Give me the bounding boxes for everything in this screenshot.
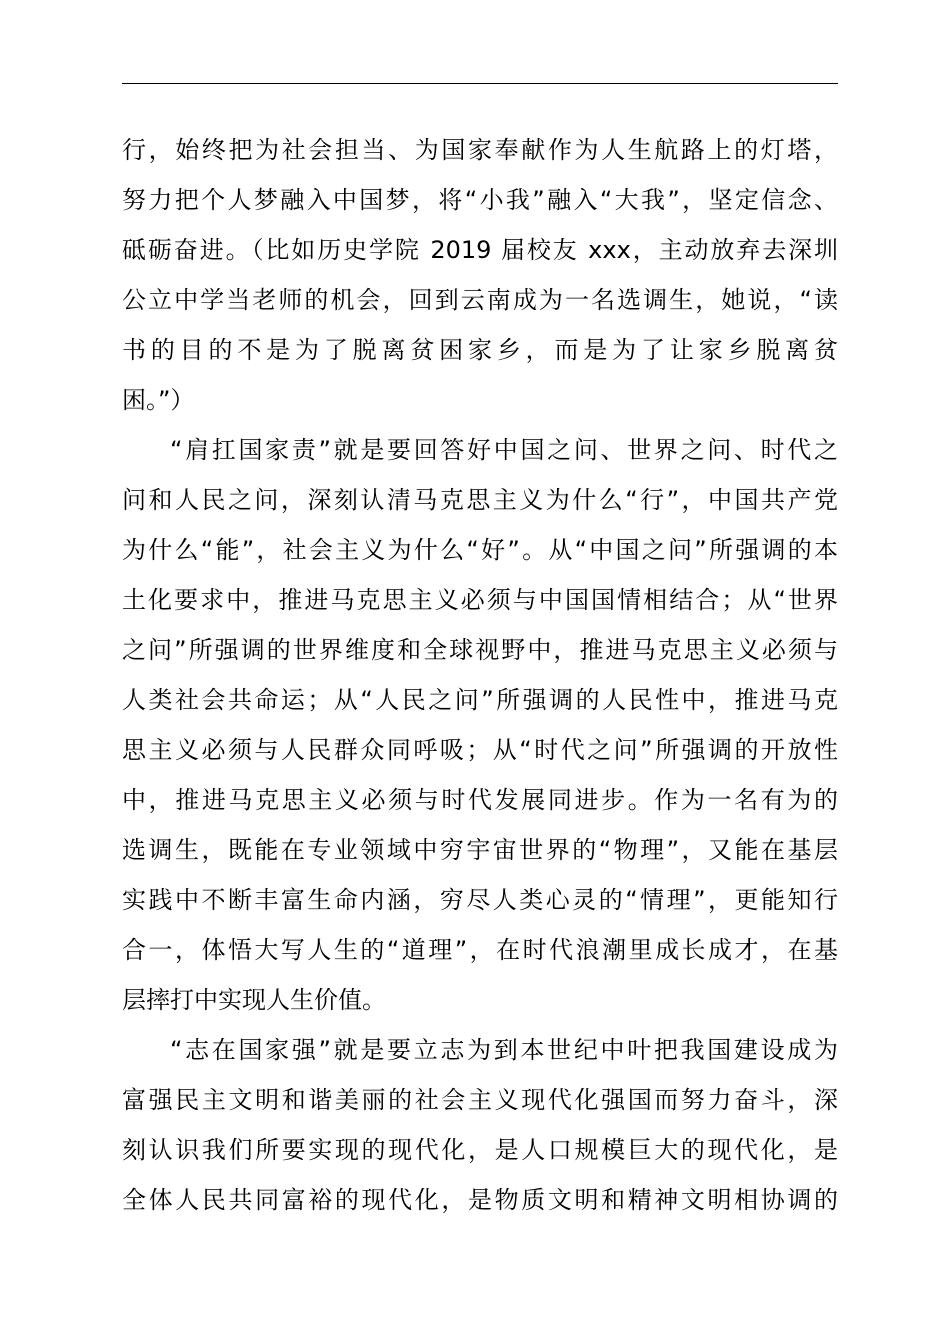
text-line: 书的目的不是为了脱离贫困家乡，而是为了让家乡脱离贫 [122,336,838,364]
text-line: 层摔打中实现人生价值。 [122,986,386,1014]
text-line: 行，始终把为社会担当、为国家奉献作为人生航路上的灯塔， [122,136,838,164]
text-line: 选调生，既能在专业领域中穷宇宙世界的“物理”，又能在基层 [122,836,838,864]
text-line: “肩扛国家责”就是要回答好中国之问、世界之问、时代之 [170,436,838,464]
paragraph-national-strength [122,1025,838,1225]
text-line: 为什么“能”，社会主义为什么“好”。从“中国之问”所强调的本 [122,536,838,564]
text-line: 困。”） [122,386,195,414]
text-line: 实践中不断丰富生命内涵，穷尽人类心灵的“情理”，更能知行 [122,886,838,914]
document-body [122,125,838,1225]
text-line: 中，推进马克思主义必须与时代发展同进步。作为一名有为的 [122,786,838,814]
text-line: 思主义必须与人民群众同呼吸；从“时代之问”所强调的开放性 [122,736,838,764]
text-line: 人类社会共命运；从“人民之问”所强调的人民性中，推进马克 [122,686,838,714]
paragraph-continuation [122,125,838,425]
text-line: 全体人民共同富裕的现代化，是物质文明和精神文明相协调的 [122,1186,838,1214]
text-line: 努力把个人梦融入中国梦，将“小我”融入“大我”，坚定信念、 [122,186,838,214]
paragraph-national-responsibility [122,425,838,1025]
text-line: 富强民主文明和谐美丽的社会主义现代化强国而努力奋斗，深 [122,1086,838,1114]
text-line: 之问”所强调的世界维度和全球视野中，推进马克思主义必须与 [122,636,838,664]
text-line: 公立中学当老师的机会，回到云南成为一名选调生，她说，“读 [122,286,838,314]
text-line: 刻认识我们所要实现的现代化，是人口规模巨大的现代化，是 [122,1136,838,1164]
text-line: 合一，体悟大写人生的“道理”，在时代浪潮里成长成才，在基 [122,936,838,964]
text-line: 砥砺奋进。（比如历史学院 2019 届校友 xxx，主动放弃去深圳 [122,236,838,264]
text-line: 土化要求中，推进马克思主义必须与中国国情相结合；从“世界 [122,586,838,614]
text-line: 问和人民之问，深刻认清马克思主义为什么“行”，中国共产党 [122,486,838,514]
text-line: “志在国家强”就是要立志为到本世纪中叶把我国建设成为 [170,1036,838,1064]
header-rule [122,83,838,84]
